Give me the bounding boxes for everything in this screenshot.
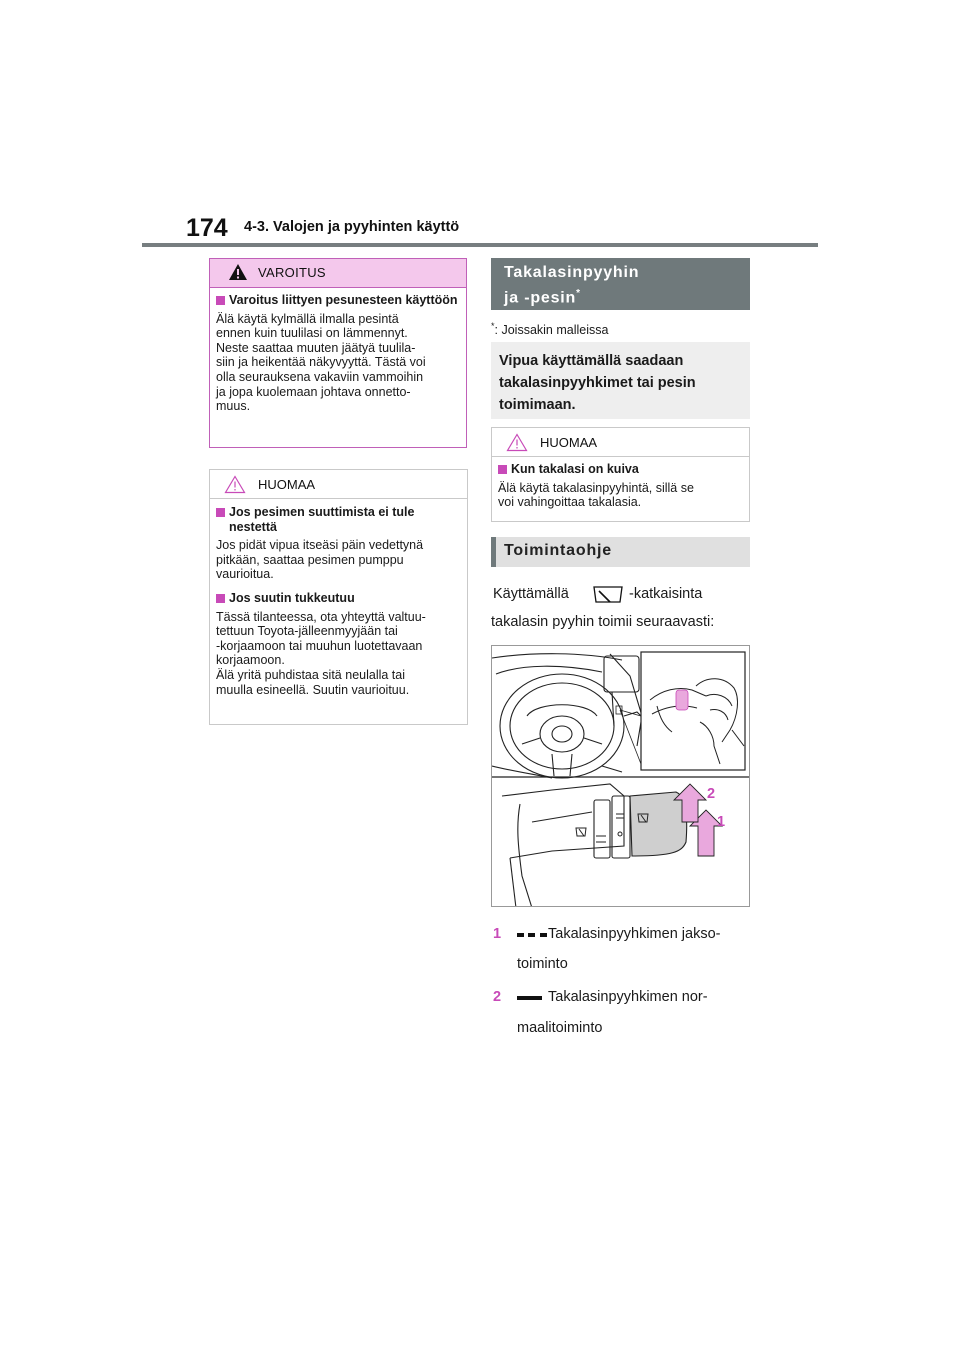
notice-body-right — [498, 462, 743, 510]
instructions-line2: takalasin pyyhin toimii seuraavasti: — [491, 614, 715, 630]
item-number: 2 — [493, 989, 502, 1005]
notice-body-left — [216, 505, 461, 697]
instructions-line1-start: Käyttämällä — [493, 586, 569, 602]
item-text: maalitoiminto — [517, 1020, 603, 1036]
summary-box: Vipua käyttämällä saadaan takalasinpyyhkimet tai pesin toimimaan. — [491, 342, 750, 419]
header-rule — [142, 243, 818, 247]
item-number: 1 — [493, 926, 502, 942]
continuous-dash-icon — [517, 989, 542, 1007]
notice-label-left: HUOMAA — [258, 477, 316, 492]
notice-box-left — [209, 469, 468, 725]
heading-accent-bar — [491, 537, 496, 567]
section-title-line2: ja -pesin* — [504, 288, 581, 307]
warning-body — [216, 293, 460, 414]
notice-section1-text: Jos pidät vipua itseäsi päin vedettynä pitkään, saattaa pesimen pumppu vaurioitua. — [216, 538, 424, 582]
notice-label-right: HUOMAA — [540, 435, 598, 450]
warning-label: VAROITUS — [258, 265, 326, 280]
list-item — [493, 988, 501, 1006]
rear-wiper-icon — [590, 582, 626, 606]
page-number: 174 — [186, 214, 228, 242]
warning-box — [209, 258, 467, 448]
caution-triangle-icon — [224, 475, 246, 494]
notice-right-text: Älä käytä takalasinpyyhintä, sillä se voi vahingoittaa takalasia. — [498, 480, 694, 510]
notice-section2-text: Tässä tilanteessa, ota yhteyttä valtuu- tettuun Toyota-jälleenmyyjään tai -korjaamoon tai muuhun luotettavaan korjaamoon. Älä yritä puhdistaa sitä neulalla tai muulla esineellä. Suutin vaurioituu. — [216, 609, 426, 697]
item-text: toiminto — [517, 956, 568, 972]
item-text: Takalasinpyyhkimen jakso- — [548, 926, 721, 942]
warning-text: Älä käytä kylmällä ilmalla pesintä ennen kuin tuulilasi on lämmennyt. Neste saattaa muuten jäätyä tuulila- siin ja heikentää näkyvyyttä. Tästä voi olla seurauksena vakaviin vammoihin ja jopa kuolemaan johtava onnetto- muus. — [216, 311, 426, 414]
notice-right-title: Kun takalasi on kuiva — [498, 462, 743, 477]
section-title-line1: Takalasinpyyhin — [504, 264, 640, 281]
figure-callout-2: 2 — [707, 786, 716, 802]
chapter-title: 4-3. Valojen ja pyyhinten käyttö — [244, 219, 460, 235]
notice-box-right — [491, 427, 750, 522]
notice-header-left — [210, 470, 467, 499]
item-text: Takalasinpyyhkimen nor- — [548, 989, 708, 1005]
warning-triangle-icon — [228, 263, 248, 281]
footnote: *: Joissakin malleissa — [491, 321, 609, 338]
instructions-line1-end: -katkaisinta — [629, 586, 703, 602]
list-item — [493, 925, 501, 943]
notice-section1-title: Jos pesimen suuttimista ei tule nestettä — [216, 505, 461, 534]
section-title — [491, 258, 750, 310]
figure-callout-1: 1 — [717, 814, 726, 830]
wiper-lever-illustration — [491, 645, 750, 907]
warning-header — [210, 259, 466, 288]
intermittent-dash-icon — [517, 926, 547, 944]
instructions-heading: Toimintaohje — [491, 537, 750, 567]
lever-figure-svg — [492, 646, 750, 907]
notice-section2-title: Jos suutin tukkeutuu — [216, 591, 461, 606]
caution-triangle-icon — [506, 433, 528, 452]
notice-header-right — [492, 428, 749, 457]
warning-subtitle: Varoitus liittyen pesunesteen käyttöön — [216, 293, 460, 308]
